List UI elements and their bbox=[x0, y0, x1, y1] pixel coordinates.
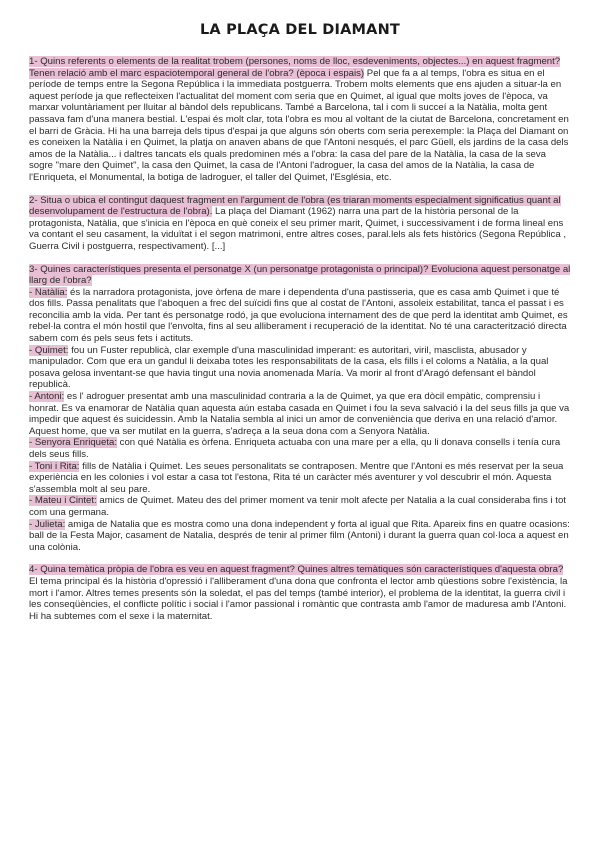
character-description: con qué Natàlia es òrfena. Enriqueta actuaba con una mare per a ella, qu li donava consells i tenía cura dels seus fills. bbox=[29, 437, 561, 460]
question-3-block bbox=[29, 264, 571, 554]
character-label: - Natàlia: bbox=[29, 286, 68, 298]
character-description: és la narradora protagonista, jove òrfena de mare i dependenta d'una pastisseria, que es casa amb Quimet i que té dos fills. Passa penalitats que l'aboquen a frec del suïcidi fins que al costat de l'Antoni, assoleix estabilitat, tanca el passat i es reconcilia amb la vida. Per tant és personatge rodó, ja que evoluciona internament des de que perd la identitat amb Quimet, es rebel·la contra el món hostil que l'envolta, fins al seu alliberament i recuperació de la identitat. No té una caracterització directa sabem com és pels seus fets i actituts. bbox=[29, 286, 568, 345]
character-description: fou un Fuster republicà, clar exemple d'una masculinidad imperant: es autoritari, viril, masclista, abusador y manipulador. Com que era un gandul li deixaba totes les responsabilitats de la casa, els fills i el coloms a Natàlia, a la qual posava gelosa inventant-se que havia tingut una novia anomenada María. Va morir al front d'Aragó defensant el bàndol republicà. bbox=[29, 344, 549, 391]
question-4-block bbox=[29, 564, 571, 622]
question-1: 1- Quins referents o elements de la realitat trobem (persones, noms de lloc, esdeveniments, objectes...) en aquest fragment? Tenen relació amb el marc espaciotemporal general de l'obra? (època i espais) bbox=[29, 56, 561, 79]
character-label: - Toni i Rita: bbox=[29, 460, 80, 472]
question-1-block bbox=[29, 56, 571, 184]
question-3: 3- Quines característiques presenta el personatge X (un personatge protagonista o principal)? Evoluciona aquest personatge al llarg de l'obra? bbox=[29, 263, 571, 287]
character-description: amiga de Natalia que es mostra como una dona independent y forta al igual que Rita. Apareix fins en quatre ocasions: ball de la Festa Major, casament de Natalia, després de tenir al primer film (Antoni) i durant la guerra quan col·loca a aquest en una colònia. bbox=[29, 518, 570, 553]
character-description: amics de Quimet. Mateu des del primer moment va tenir molt afecte per Natalia a la cual consideraba fins i tot com una germana. bbox=[29, 495, 566, 518]
question-2: 2- Situa o ubica el contingut daquest fragment en l'argument de l'obra (es triaran moments especialment significatius quant al desenvolupament de l'estructura de l'obra). bbox=[29, 194, 561, 218]
character-label: - Mateu i Cintet: bbox=[29, 495, 97, 507]
document-title: LA PLAÇA DEL DIAMANT bbox=[199, 22, 401, 38]
answer-1: Pel que fa a al temps, l'obra es situa en el període de temps entre la Segona República i la immediata postguerra. Trobem molts elements que ens ajuden a situar-la en aquest període ja que reflecteixen l'actualitat del moment com seria que en Quimet, al igual que molts joves de l'època, va marxar voluntàriament per lluitar al bàndol dels republicans. També a Barcelona, tal i com li succeí a la Natàlia, molta gent passava fam d'una manera bestial. L'espai és molt clar, tota l'obra es mou al voltant de la ciutat de Barcelona, concretament en el barri de Gràcia. Hi ha una barreja dels tipus d'espai ja que alguns són oberts com seria perexemple: la Plaça del Diamant on es coneixen la Natàlia i en Quimet, la platja on anaven abans de que l'Antoni nesqués, el parc Güell, els jardins de la casa dels amos de la Natàlia... i daltres tancats els quals predominen més a l'obra: la casa del pare de la Natàlia, la casa de la seva sogre "mare den Quimet", la casa den Quimet, la casa de l'Antoni l'adroguer, la casa del amos de la Natàlia, la casa de l'Enriqueta, el Monumental, la botiga de ladroguer, el taller del Quimet, l'Església, etc. bbox=[29, 67, 569, 183]
character-description: es l' adroguer presentat amb una masculinidad contraria a la de Quimet, ya que era dòcil empàtic, comprensiu i honrat. Es va enamorar de Natàlia quan aquesta aún estaba casada en Quimet i fou la seva salvació i la del seus fills ja que va impedir que aquest és suicidessin. Amb la Natalia sembla al inici un amor de conveniència que deriva en una relació d'amor. Aquest home, que va ser mutilat en la guerra, s'adreça a la seua dona com a Senyora Natàlia. bbox=[29, 391, 570, 437]
question-4: 4- Quina temàtica pròpia de l'obra es veu en aquest fragment? Quines altres temàtiques són característiques d'aquesta obra? bbox=[29, 564, 564, 576]
character-label: - Antoni: bbox=[29, 391, 65, 403]
character-label: - Senyora Enriqueta: bbox=[29, 437, 117, 449]
answer-4: El tema principal és la història d'opressió i l'alliberament d'una dona que confronta el lector amb qüestions sobre l'existència, la mort i l'amor. Altres temes presents són la soledat, el pas del temps (també interior), el problema de la identitat, la guerra civil i les conseqüències, el conflicte polític i social i l'amor passional i romàntic que contrasta amb l'amor de maduresa amb l'Antoni. Hi ha subtemes com el sexe i la maternitat. bbox=[29, 575, 568, 622]
character-description: fills de Natàlia i Quimet. Les seues personalitats se contraposen. Mentre que l'Antoni es més reservat per la seua experiència en les colonies i vol estar a casa tot l'estona, Rita té un caràcter més aventurer y vol descubrir el món. Aquesta s'assembla molt al seu pare. bbox=[29, 460, 564, 495]
character-label: - Julieta: bbox=[29, 518, 66, 530]
question-2-block bbox=[29, 195, 571, 253]
answer-2: La plaça del Diamant (1962) narra una part de la història personal de la protagonista, Natàlia, que s'inicia en l'època en què coneix el seu primer marit, Quimet, i successivament i de forma lineal ens va contant el seu casament, la viduïtat i el segon matrimoni, entre altres coses, paral.lels als fets històrics (Segona República , Guerra Civil i postguerra, respectivament). [...] bbox=[29, 206, 566, 252]
character-label: - Quimet: bbox=[29, 344, 69, 356]
